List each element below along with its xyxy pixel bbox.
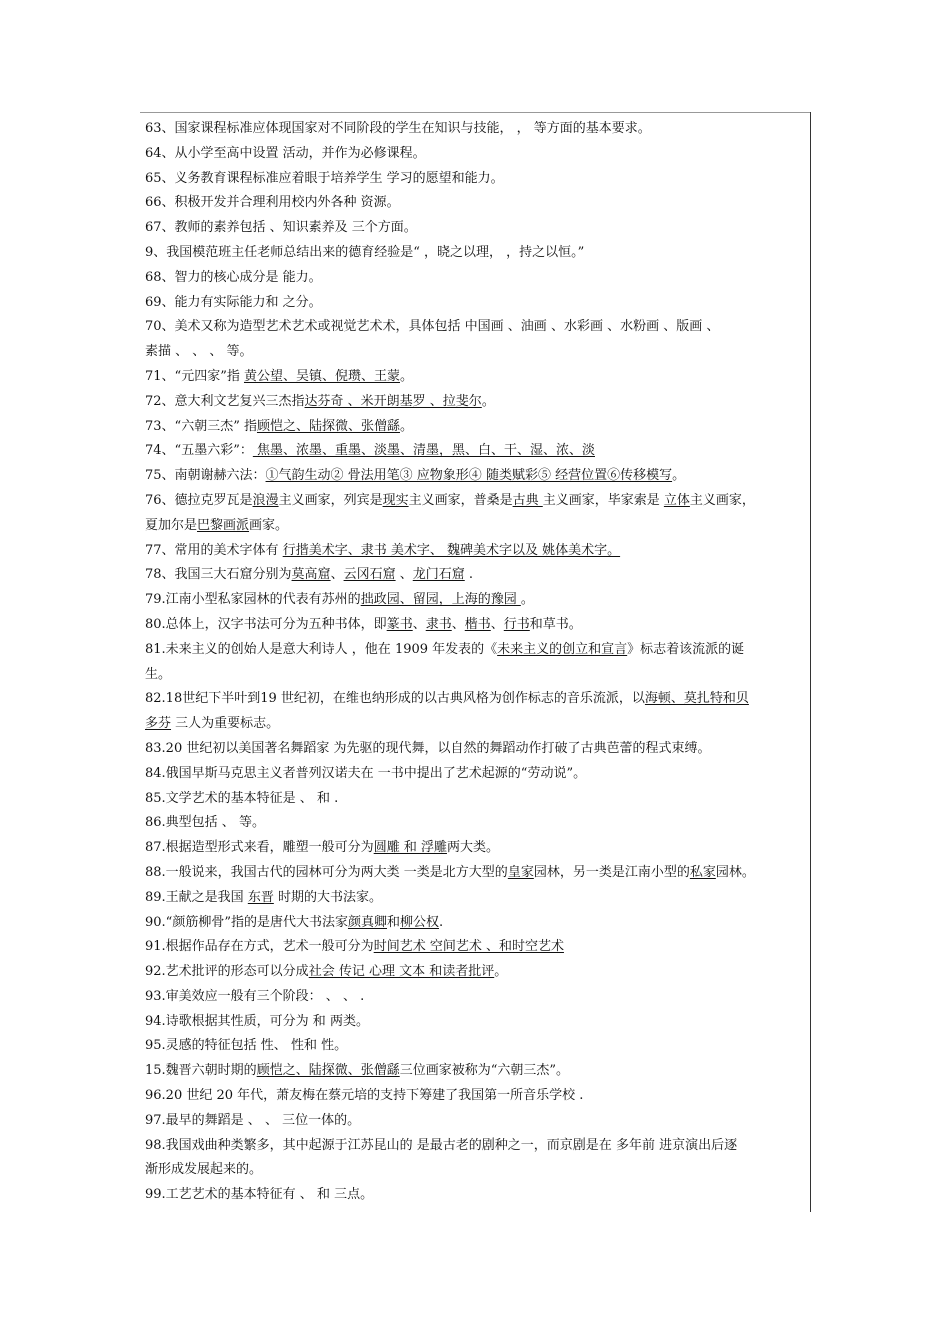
text-segment: 82.18世纪下半叶到19 世纪初，在维也纳形成的以古典风格为创作标志的音乐流派，以 <box>145 691 645 707</box>
text-segment: 88.一般说来，我国古代的园林可分为两大类 一类是北方大型的 <box>145 864 508 880</box>
question-line <box>145 167 807 192</box>
question-line <box>145 935 807 960</box>
text-segment: 87.根据造型形式来看，雕塑一般可分为 <box>145 840 374 856</box>
text-segment: 72、意大利文艺复兴三杰指 <box>145 393 305 409</box>
question-line <box>145 464 807 489</box>
text-segment: 主义画家，普桑是 <box>408 492 513 508</box>
text-segment: 97.最早的舞蹈是 、 、 三位一体的。 <box>145 1112 361 1128</box>
text-segment: 93.审美效应一般有三个阶段： 、 、 . <box>145 988 365 1004</box>
text-segment: 96.20 世纪 20 年代，萧友梅在蔡元培的支持下筹建了我国第一所音乐学校 . <box>145 1088 584 1104</box>
answer-underlined: 圆雕 和 浮雕 <box>373 840 447 856</box>
question-line <box>145 1158 807 1183</box>
question-line <box>145 191 807 216</box>
text-segment: 85.文学艺术的基本特征是 、 和 . <box>145 790 339 806</box>
text-segment: 81.未来主义的创始人是意大利诗人 ，他在 1909 年发表的《 <box>145 641 498 657</box>
text-segment: 主义画家，毕家索是 <box>542 492 664 508</box>
text-segment: 86.典型包括 、 等。 <box>145 815 265 831</box>
question-line <box>145 514 807 539</box>
text-segment: 15.魏晋六朝时期的 <box>145 1063 257 1079</box>
question-line <box>145 1084 807 1109</box>
text-segment: 园林，另一类是江南小型的 <box>533 864 690 880</box>
question-line <box>145 291 807 316</box>
text-segment: 9、我国模范班主任老师总结出来的德育经验是“ ，晓之以理， ，持之以恒。” <box>145 244 585 260</box>
text-segment: 素描 、 、 、 等。 <box>145 344 253 360</box>
text-segment: 71、“元四家”指 <box>145 368 244 384</box>
answer-underlined: 行书 <box>503 616 530 632</box>
text-segment: 80.总体上，汉字书法可分为五种书体，即 <box>145 616 387 632</box>
answer-underlined: 拙政园、留园，上海的豫园 <box>360 592 521 608</box>
text-segment: 。 <box>399 368 413 384</box>
text-segment: . <box>464 567 474 583</box>
question-line <box>145 712 807 737</box>
text-segment: 。 <box>520 592 534 608</box>
text-segment: 74、“五墨六彩”： <box>145 443 253 459</box>
answer-underlined: 多芬 <box>145 716 172 732</box>
text-segment: 76、德拉克罗瓦是 <box>145 492 253 508</box>
question-line <box>145 1034 807 1059</box>
text-segment: 。 <box>672 468 686 484</box>
question-line <box>145 663 807 688</box>
question-line <box>145 1183 807 1208</box>
text-segment: 、 <box>330 567 344 583</box>
answer-underlined: 海顿、莫扎特和贝 <box>644 691 749 707</box>
question-line <box>145 613 807 638</box>
text-segment: 90.“颜筋柳骨”指的是唐代大书法家 <box>145 914 348 930</box>
question-line <box>145 638 807 663</box>
text-segment: 64、从小学至高中设置 活动，并作为必修课程。 <box>145 145 426 161</box>
answer-underlined: 隶书 <box>425 616 452 632</box>
question-line <box>145 985 807 1010</box>
text-segment: 75、南朝谢赫六法： <box>145 468 266 484</box>
text-segment: . <box>439 914 444 930</box>
text-segment: 三位画家被称为“六朝三杰”。 <box>399 1063 569 1079</box>
text-segment: 。 <box>481 393 495 409</box>
answer-underlined: 时间艺术 空间艺术 、和时空艺术 <box>373 939 564 955</box>
text-segment: 66、积极开发并合理利用校内外各种 资源。 <box>145 195 400 211</box>
question-line <box>145 762 807 787</box>
text-segment: 77、常用的美术字体有 <box>145 542 283 558</box>
answer-underlined: 龙门石窟 <box>412 567 465 583</box>
question-line <box>145 687 807 712</box>
question-line <box>145 1109 807 1134</box>
question-line <box>145 390 807 415</box>
answer-underlined: 东晋 <box>247 889 274 905</box>
answer-underlined: 篆书 <box>386 616 413 632</box>
answer-underlined: 黄公望、吴镇、倪瓒、王蒙 <box>243 368 400 384</box>
text-segment: 和草书。 <box>529 616 582 632</box>
text-segment: 98.我国戏曲种类繁多，其中起源于江苏昆山的 是最古老的剧种之一，而京剧是在 多年前 进京演出后逐 <box>145 1137 738 1153</box>
text-segment: 、 <box>395 567 413 583</box>
answer-underlined: 立体 <box>663 492 690 508</box>
answer-underlined: 浪漫 <box>252 492 279 508</box>
text-segment: 、 <box>412 616 426 632</box>
question-line <box>145 365 807 390</box>
text-segment: 68、智力的核心成分是 能力。 <box>145 269 322 285</box>
question-line <box>145 266 807 291</box>
question-line <box>145 886 807 911</box>
text-segment: 夏加尔是 <box>145 517 198 533</box>
text-segment: 和 <box>386 914 400 930</box>
question-list <box>145 117 807 1208</box>
text-segment: 园林。 <box>715 864 755 880</box>
answer-underlined: 未来主义的创立和宣言 <box>497 641 628 657</box>
question-line <box>145 216 807 241</box>
text-segment: 。 <box>399 418 413 434</box>
text-segment: 78、我国三大石窟分别为 <box>145 567 292 583</box>
text-segment: 主义画家，列宾是 <box>278 492 383 508</box>
text-segment: 89.王献之是我国 <box>145 889 248 905</box>
text-segment: 生。 <box>145 666 172 682</box>
answer-underlined: 焦墨、浓墨、重墨、淡墨、清墨，黑、白、干、湿、浓、淡 <box>252 443 595 459</box>
question-line <box>145 489 807 514</box>
text-segment: 67、教师的素养包括 、知识素养及 三个方面。 <box>145 220 417 236</box>
question-line <box>145 911 807 936</box>
text-segment: 画家。 <box>249 517 289 533</box>
text-segment: 95.灵感的特征包括 性、 性和 性。 <box>145 1038 348 1054</box>
answer-underlined: 柳公权 <box>400 914 440 930</box>
answer-underlined: 顾恺之、陆探微、张僧繇 <box>256 418 400 434</box>
text-segment: 、 <box>490 616 504 632</box>
text-segment: 三人为重要标志。 <box>171 716 280 732</box>
answer-underlined: 现实 <box>382 492 409 508</box>
question-line <box>145 588 807 613</box>
text-segment: 92.艺术批评的形态可以分成 <box>145 964 309 980</box>
answer-underlined: 私家 <box>689 864 716 880</box>
question-line <box>145 861 807 886</box>
answer-underlined: 楷书 <box>464 616 491 632</box>
text-segment: 。 <box>494 964 508 980</box>
question-line <box>145 142 807 167</box>
answer-underlined: ①气韵生动② 骨法用笔③ 应物象形④ 随类赋彩⑤ 经营位置⑥传移模写 <box>265 468 673 484</box>
answer-underlined: 行揩美术字、隶书 美术字、 魏碑美术字以及 姚体美术字。 <box>282 542 621 558</box>
question-line <box>145 315 807 340</box>
answer-underlined: 达芬奇 、米开朗基罗 、拉斐尔 <box>304 393 482 409</box>
text-segment: 63、国家课程标准应体现国家对不同阶段的学生在知识与技能， ， 等方面的基本要求。 <box>145 121 651 136</box>
text-segment: 69、能力有实际能力和 之分。 <box>145 294 322 310</box>
text-segment: 91.根据作品存在方式，艺术一般可分为 <box>145 939 374 955</box>
question-line <box>145 439 807 464</box>
question-line <box>145 1134 807 1159</box>
question-line <box>145 811 807 836</box>
text-segment: 65、义务教育课程标准应着眼于培养学生 学习的愿望和能力。 <box>145 170 504 186</box>
answer-underlined: 云冈石窟 <box>343 567 396 583</box>
question-line <box>145 1059 807 1084</box>
answer-underlined: 古典 <box>512 492 543 508</box>
question-line <box>145 787 807 812</box>
question-line <box>145 241 807 266</box>
question-line <box>145 836 807 861</box>
top-rule <box>140 112 810 113</box>
question-line <box>145 415 807 440</box>
answer-underlined: 莫高窟 <box>291 567 331 583</box>
text-segment: 99.工艺艺术的基本特征有 、 和 三点。 <box>145 1187 374 1203</box>
text-segment: 主义画家， <box>689 492 755 508</box>
question-line <box>145 117 807 142</box>
question-line <box>145 737 807 762</box>
question-line <box>145 960 807 985</box>
text-segment: 73、“六朝三杰” 指 <box>145 418 257 434</box>
text-segment: 》标志着该流派的诞 <box>627 641 745 657</box>
answer-underlined: 皇家 <box>507 864 534 880</box>
answer-underlined: 顾恺之、陆探微、张僧繇 <box>256 1063 400 1079</box>
question-line <box>145 539 807 564</box>
text-segment: 两大类。 <box>446 840 499 856</box>
text-segment: 、 <box>451 616 465 632</box>
text-segment: 84.俄国早斯马克思主义者普列汉诺夫在 一书中提出了艺术起源的“劳动说”。 <box>145 765 587 781</box>
question-line <box>145 563 807 588</box>
question-line <box>145 1010 807 1035</box>
text-segment: 时期的大书法家。 <box>273 889 382 905</box>
text-segment: 79.江南小型私家园林的代表有苏州的 <box>145 592 361 608</box>
answer-underlined: 社会 传记 心理 文本 和读者批评 <box>308 964 495 980</box>
text-segment: 94.诗歌根据其性质，可分为 和 两类。 <box>145 1013 369 1029</box>
text-segment: 83.20 世纪初以美国著名舞蹈家 为先驱的现代舞，以自然的舞蹈动作打破了古典芭蕾的程式束缚。 <box>145 740 711 756</box>
question-line <box>145 340 807 365</box>
text-segment: 渐形成发展起来的。 <box>145 1162 263 1178</box>
answer-underlined: 巴黎画派 <box>197 517 250 533</box>
answer-underlined: 颜真卿 <box>347 914 387 930</box>
text-segment: 70、美术又称为造型艺术艺术或视觉艺术术，具体包括 中国画 、油画 、水彩画 、水粉画 、版画 、 <box>145 319 720 335</box>
